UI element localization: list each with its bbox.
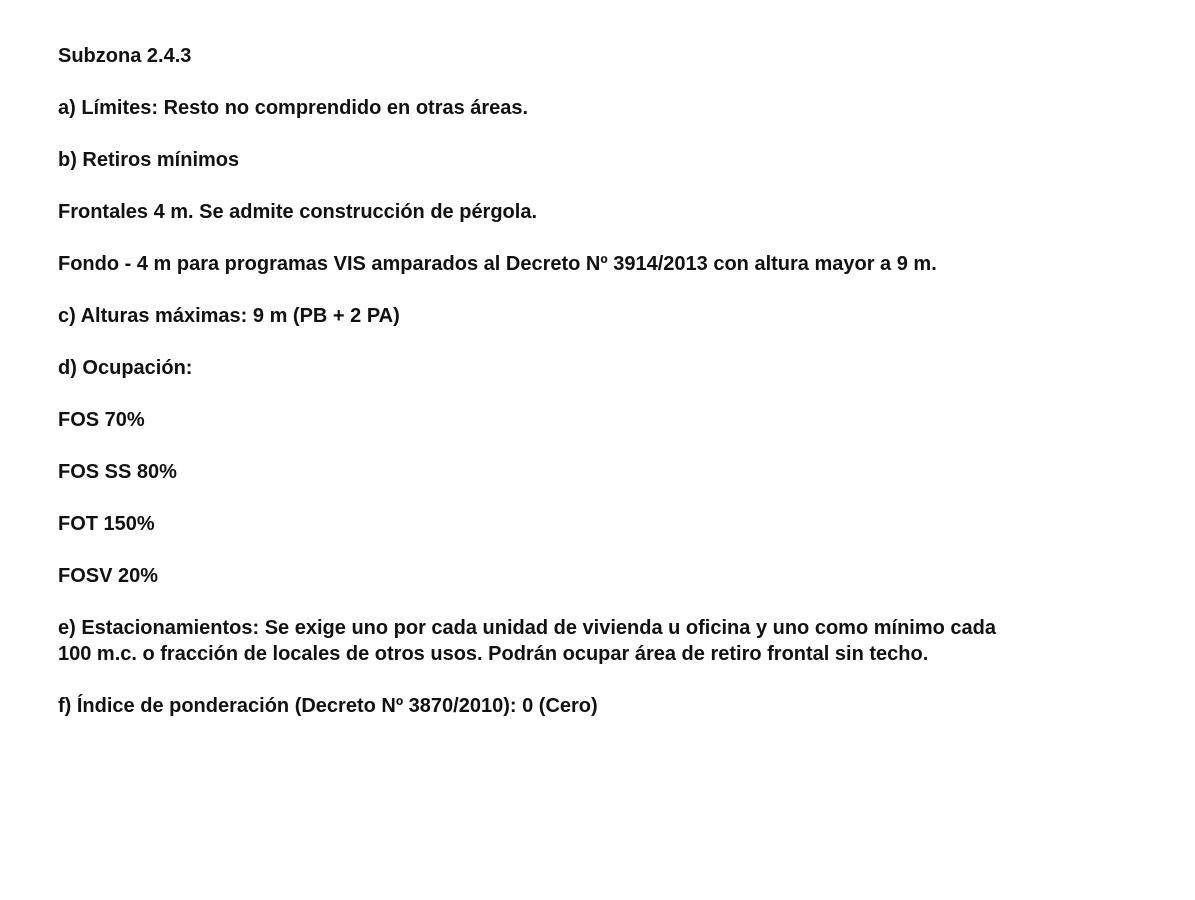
parking-paragraph: e) Estacionamientos: Se exige uno por cada unidad de vivienda u oficina y uno como mínimo cada 100 m.c. o fracción de locales de otros usos. Podrán ocupar área de retiro frontal sin techo. (58, 617, 996, 665)
front-setback-paragraph: Frontales 4 m. Se admite construcción de pérgola. (58, 201, 538, 223)
rear-setback-paragraph: Fondo - 4 m para programas VIS amparados al Decreto Nº 3914/2013 con altura mayor a 9 m. (58, 253, 937, 275)
occupation-heading: d) Ocupación: (58, 357, 193, 379)
setbacks-heading: b) Retiros mínimos (58, 149, 240, 171)
fot-value: FOT 150% (58, 513, 155, 535)
fosv-value: FOSV 20% (58, 565, 159, 587)
fos-ss-value: FOS SS 80% (58, 461, 177, 483)
limits-paragraph: a) Límites: Resto no comprendido en otras áreas. (58, 97, 529, 119)
document-body (58, 43, 998, 745)
section-title: Subzona 2.4.3 (58, 45, 192, 67)
max-heights-paragraph: c) Alturas máximas: 9 m (PB + 2 PA) (58, 305, 400, 327)
weighting-index-paragraph: f) Índice de ponderación (Decreto Nº 3870/2010): 0 (Cero) (58, 695, 598, 717)
fos-value: FOS 70% (58, 409, 145, 431)
